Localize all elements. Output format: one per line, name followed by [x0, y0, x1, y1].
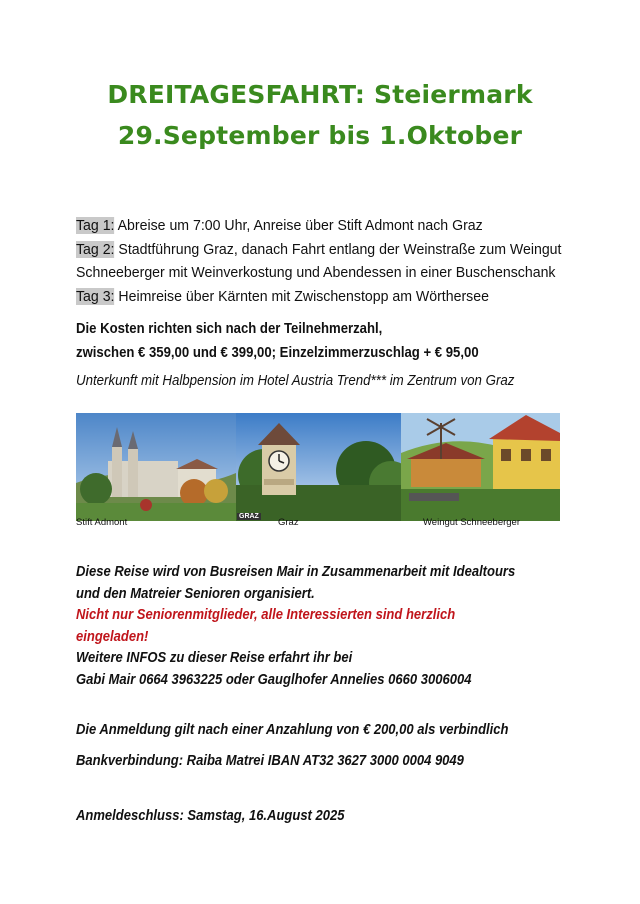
invitation-line-2: eingeladen! [76, 628, 149, 645]
contact-line: Gabi Mair 0664 3963225 oder Gauglhofer Annelies 0660 3006004 [76, 671, 472, 688]
info-line-3: Weitere INFOS zu dieser Reise erfahrt ihr bei [76, 650, 353, 666]
photo-stift-admont [76, 413, 236, 521]
caption-graz: Graz [278, 517, 299, 528]
day-2-label: Tag 2: [76, 240, 115, 258]
title-line-1: DREITAGESFAHRT: Steiermark [107, 80, 533, 109]
caption-stift-admont: Stift Admont [76, 517, 128, 528]
day-2 [76, 238, 562, 262]
costs-line-1: Die Kosten richten sich nach der Teilnehmerzahl, [76, 321, 383, 337]
day-2-text: Stadtführung Graz, danach Fahrt entlang der Weinstraße zum Weingut [114, 240, 562, 258]
photo-graz [236, 413, 401, 521]
info-line-1: Diese Reise wird von Busreisen Mair in Zusammenarbeit mit Idealtours [76, 564, 516, 580]
day-2-continued: Schneeberger mit Weinverkostung und Abendessen in einer Buschenschank [76, 264, 556, 281]
registration-note: Die Anmeldung gilt nach einer Anzahlung von € 200,00 als verbindlich [76, 722, 509, 738]
day-3-label: Tag 3: [76, 287, 115, 305]
itinerary [76, 214, 562, 308]
title-line-2: 29.September bis 1.Oktober [117, 121, 523, 150]
photo-strip [76, 413, 560, 521]
costs-line-2: zwischen € 359,00 und € 399,00; Einzelzimmerzuschlag + € 95,00 [76, 344, 479, 361]
day-3 [76, 285, 541, 309]
organizer-info [76, 562, 515, 691]
day-3-text: Heimreise über Kärnten mit Zwischenstopp am Wörthersee [114, 287, 489, 305]
invitation-line-1: Nicht nur Seniorenmitglieder, alle Interessierten sind herzlich [76, 607, 456, 623]
day-1 [76, 214, 541, 238]
accommodation: Unterkunft mit Halbpension im Hotel Austria Trend*** im Zentrum von Graz [76, 373, 515, 389]
info-line-2: und den Matreier Senioren organisiert. [76, 585, 315, 602]
photo-weingut [401, 413, 560, 521]
day-1-text: Abreise um 7:00 Uhr, Anreise über Stift Admont nach Graz [114, 217, 483, 234]
costs [76, 318, 479, 365]
graz-watermark: GRAZ [239, 513, 259, 520]
registration-deadline: Anmeldeschluss: Samstag, 16.August 2025 [76, 808, 345, 824]
bank-details: Bankverbindung: Raiba Matrei IBAN AT32 3627 3000 0004 9049 [76, 753, 464, 769]
day-1-label: Tag 1: [76, 217, 115, 234]
caption-weingut: Weingut Schneeberger [423, 517, 520, 528]
